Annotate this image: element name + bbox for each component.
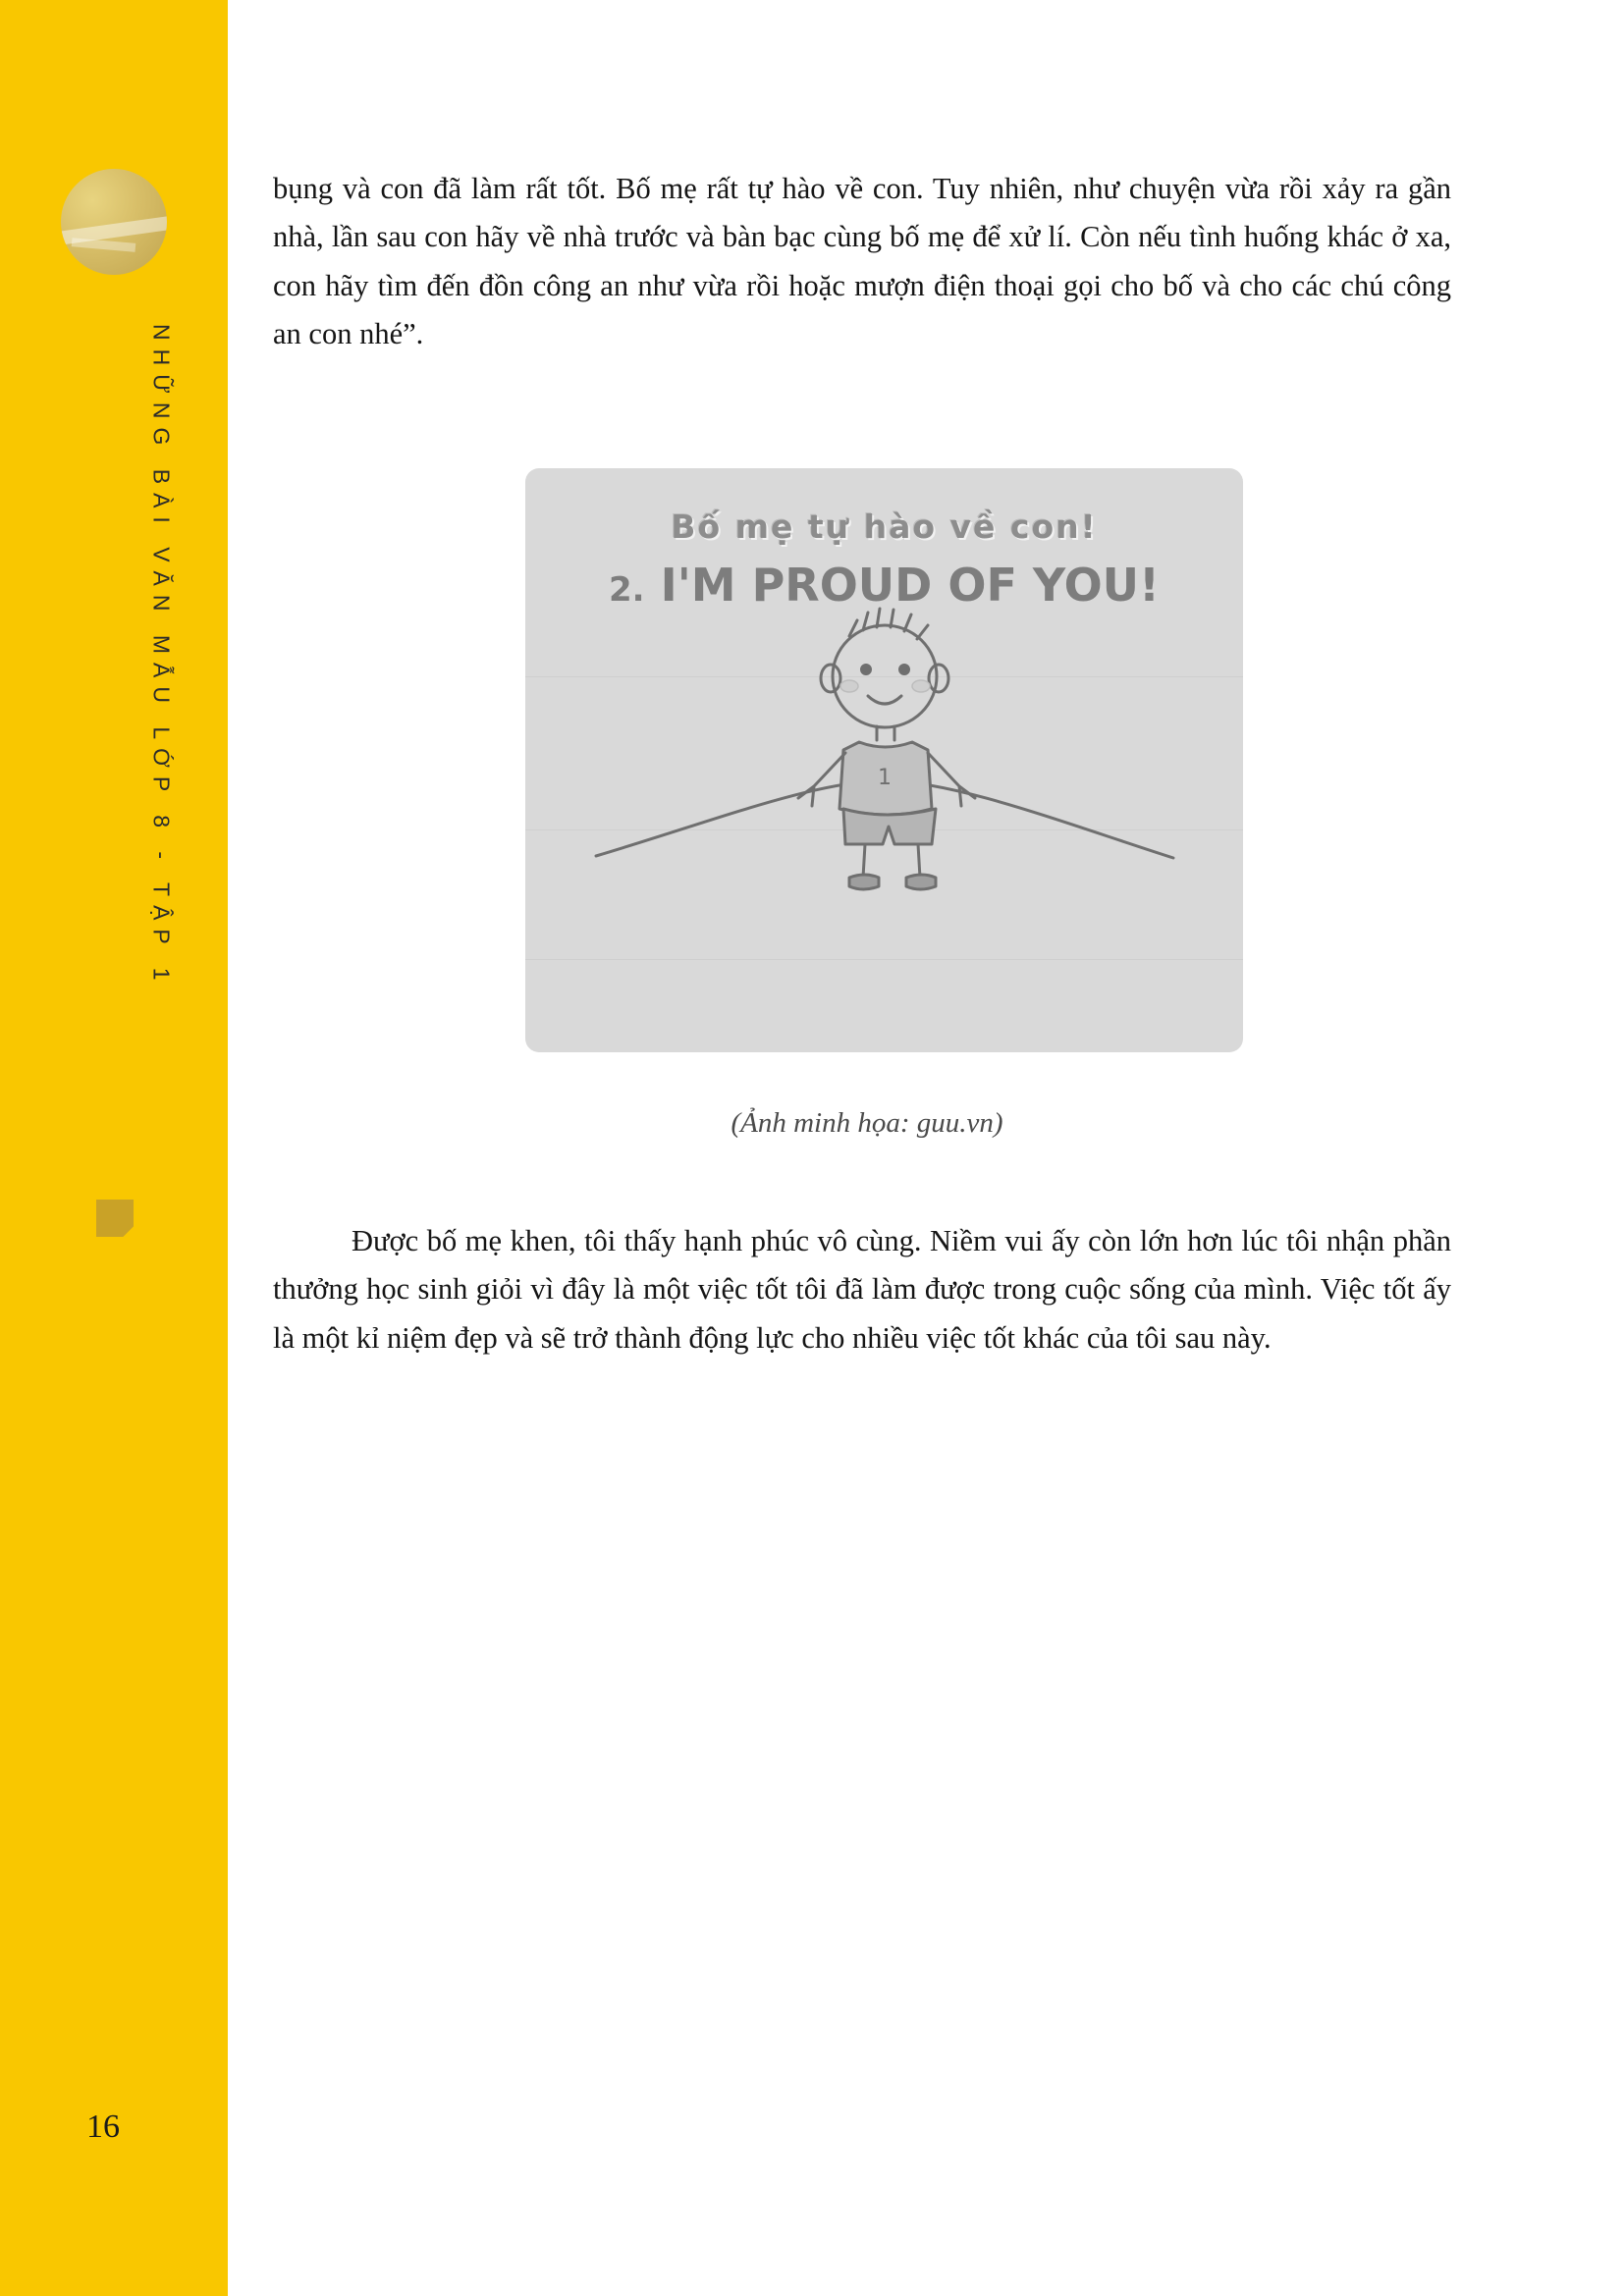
sidebar <box>0 0 228 2296</box>
page-content <box>273 0 1461 2296</box>
page-number: 16 <box>86 2109 120 2145</box>
sidebar-medallion-icon <box>61 169 167 275</box>
paragraph-top: bụng và con đã làm rất tốt. Bố mẹ rất tự hào về con. Tuy nhiên, như chuyện vừa rồi xảy ra gần nhà, lần sau con hãy về nhà trước và bàn bạc cùng bố mẹ để xử lí. Còn nếu tình huống khác ở xa, con hãy tìm đến đồn công an như vừa rồi hoặc mượn điện thoại gọi cho bố và cho các chú công an con nhé”. <box>273 172 1451 351</box>
illustration-title-number: 2. <box>608 570 645 610</box>
boy-drawing-icon <box>525 468 1243 1052</box>
sidebar-book-title: NHỮNG BÀI VĂN MẪU LỚP 8 - TẬP 1 <box>148 324 175 989</box>
illustration-caption: (Ảnh minh họa: guu.vn) <box>731 1107 1003 1139</box>
illustration-title-english-text: I'M PROUD OF YOU! <box>660 559 1161 612</box>
illustration-figure <box>525 468 1243 1052</box>
paragraph-bottom: Được bố mẹ khen, tôi thấy hạnh phúc vô cùng. Niềm vui ấy còn lớn hơn lúc tôi nhận phần thưởng học sinh giỏi vì đây là một việc tốt tôi đã làm được trong cuộc sống của mình. Việc tốt ấy là một kỉ niệm đẹp và sẽ trở thành động lực cho nhiều việc tốt khác của tôi sau này. <box>273 1224 1451 1355</box>
illustration-title-vietnamese: Bố mẹ tự hào về con! <box>671 507 1098 546</box>
sidebar-corner-mark-icon <box>96 1200 134 1237</box>
illustration-canvas <box>525 468 1243 1052</box>
shirt-number-label: 1 <box>878 766 892 790</box>
